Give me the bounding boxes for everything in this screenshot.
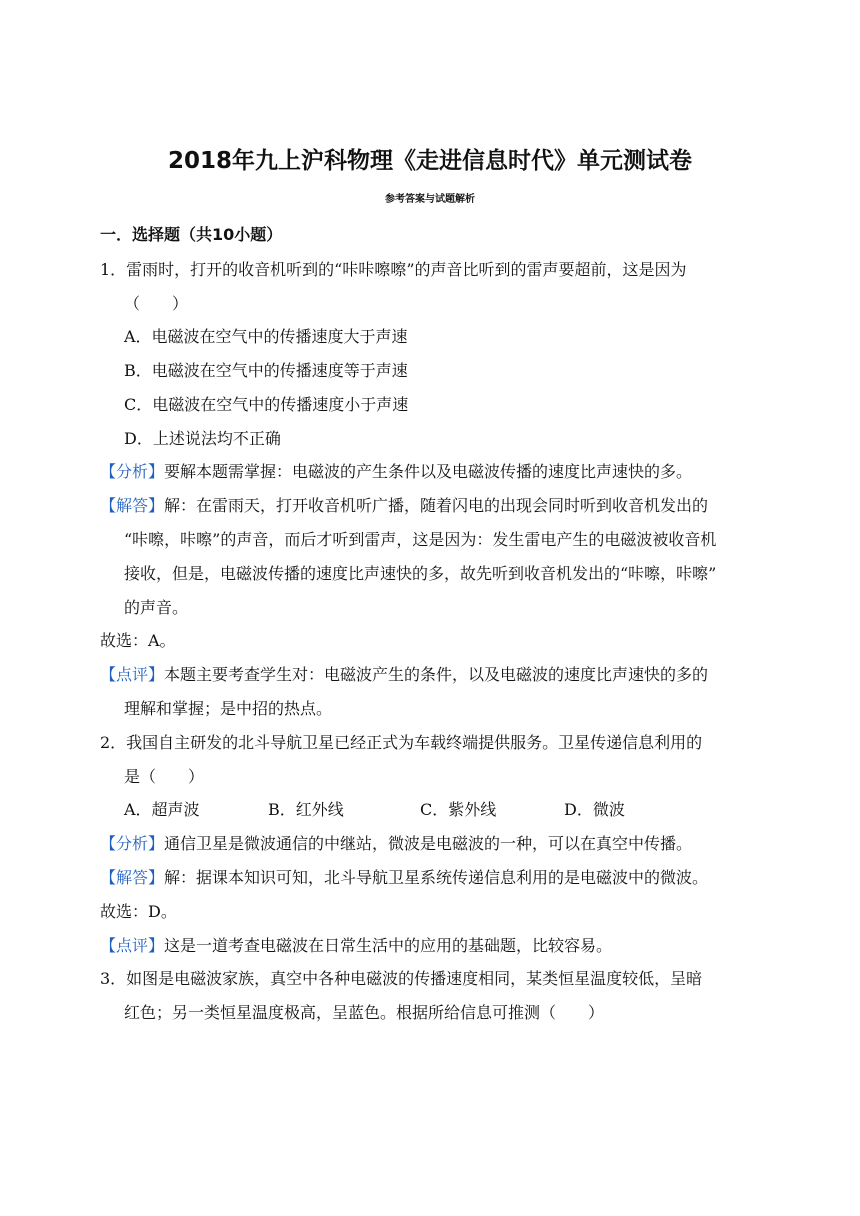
q2-option-b: B．红外线 [268, 800, 344, 819]
q1-analysis-text: 要解本题需掌握：电磁波的产生条件以及电磁波传播的速度比声速快的多。 [164, 462, 693, 481]
analysis-tag: 【分析】 [100, 462, 165, 481]
q2-answer [100, 865, 708, 888]
q2-option-d: D．微波 [564, 800, 625, 819]
q2-option-a: A．超声波 [124, 800, 200, 819]
comment-tag: 【点评】 [100, 936, 165, 955]
page-title: 2018年九上沪科物理《走进信息时代》单元测试卷 [167, 148, 692, 174]
answer-tag: 【解答】 [100, 496, 165, 515]
answer-tag: 【解答】 [100, 868, 165, 887]
page-subtitle: 参考答案与试题解析 [385, 194, 475, 205]
q2-option-c: C．紫外线 [420, 800, 497, 819]
q1-option-c: C．电磁波在空气中的传播速度小于声速 [124, 395, 409, 414]
q2-analysis-text: 通信卫星是微波通信的中继站，微波是电磁波的一种，可以在真空中传播。 [164, 834, 693, 853]
q1-analysis [100, 459, 692, 482]
q1-comment-text-1: 本题主要考查学生对：电磁波产生的条件，以及电磁波的速度比声速快的多的 [164, 665, 709, 684]
q1-answer-line-1 [100, 493, 708, 516]
q2-choice: 故选：D。 [100, 902, 177, 921]
comment-tag: 【点评】 [100, 665, 165, 684]
q1-answer-line-4: 的声音。 [124, 598, 189, 617]
q2-stem-line-2: 是（ ） [124, 767, 205, 786]
q1-answer-line-3: 接收，但是，电磁波传播的速度比声速快的多，故先听到收音机发出的“咔嚓，咔嚓” [124, 564, 717, 583]
q3-stem-line-1: 3．如图是电磁波家族，真空中各种电磁波的传播速度相同，某类恒星温度较低，呈暗 [100, 969, 703, 988]
q1-stem-line-2: （ ） [124, 294, 189, 313]
section-heading: 一．选择题（共10小题） [100, 225, 283, 244]
q1-stem-line-1: 1．雷雨时，打开的收音机听到的“咔咔嚓嚓”的声音比听到的雷声要超前，这是因为 [100, 260, 687, 279]
q2-comment-text: 这是一道考查电磁波在日常生活中的应用的基础题，比较容易。 [164, 936, 613, 955]
q1-answer-text-1: 解：在雷雨天，打开收音机听广播，随着闪电的出现会同时听到收音机发出的 [164, 496, 709, 515]
q1-answer-line-2: “咔嚓，咔嚓”的声音，而后才听到雷声，这是因为：发生雷电产生的电磁波被收音机 [124, 530, 717, 549]
q1-option-d: D．上述说法均不正确 [124, 429, 281, 448]
q1-comment-line-1 [100, 662, 708, 685]
q1-option-a: A．电磁波在空气中的传播速度大于声速 [124, 327, 408, 346]
analysis-tag: 【分析】 [100, 834, 165, 853]
q2-comment [100, 933, 612, 956]
q1-choice: 故选：A。 [100, 631, 176, 650]
q2-analysis [100, 831, 692, 854]
q2-stem-line-1: 2．我国自主研发的北斗导航卫星已经正式为车载终端提供服务。卫星传递信息利用的 [100, 733, 703, 752]
q1-option-b: B．电磁波在空气中的传播速度等于声速 [124, 361, 408, 380]
q1-comment-line-2: 理解和掌握；是中招的热点。 [124, 699, 333, 718]
q3-stem-line-2: 红色；另一类恒星温度极高，呈蓝色。根据所给信息可推测（ ） [124, 1003, 605, 1022]
q2-answer-text: 解：据课本知识可知，北斗导航卫星系统传递信息利用的是电磁波中的微波。 [164, 868, 709, 887]
